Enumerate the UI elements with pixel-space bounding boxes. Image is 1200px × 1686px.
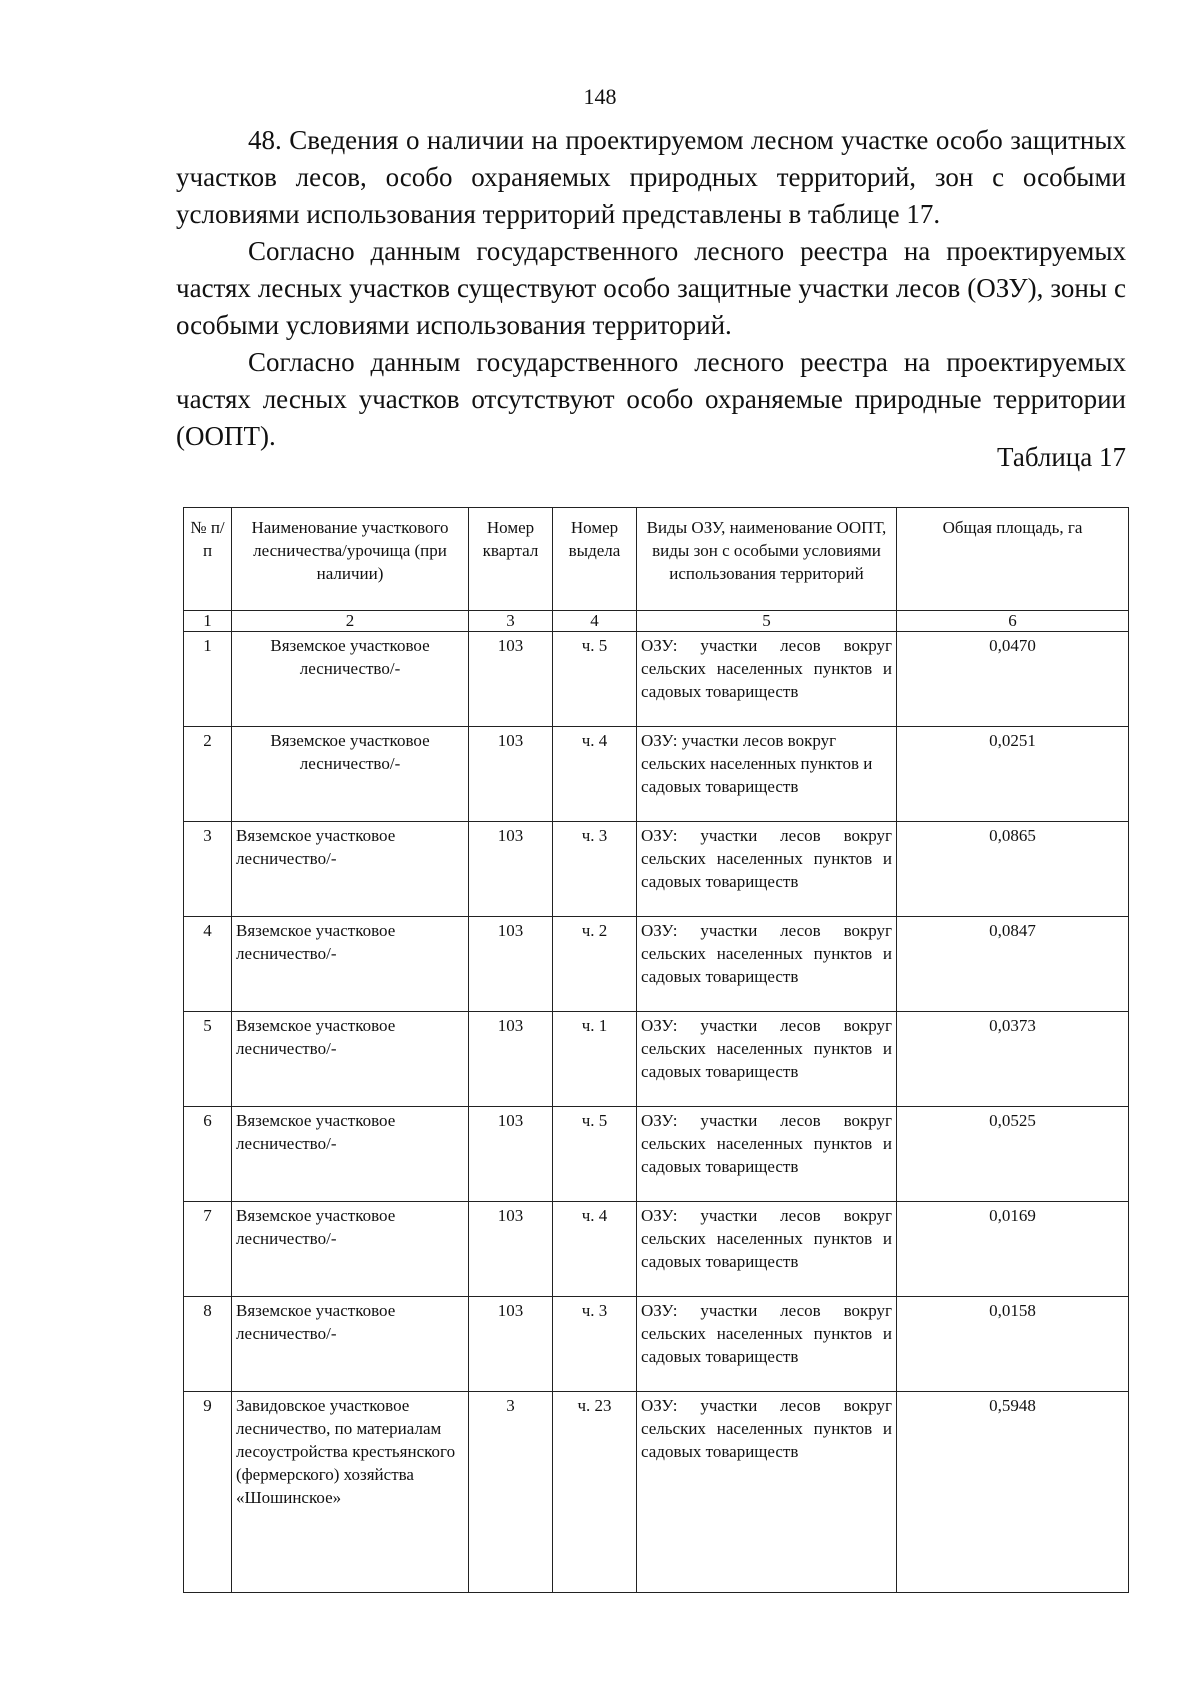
paragraph-3: Согласно данным государственного лесного реестра на проектируемых частях лесных участков отсутствуют особо охраняемые природные территории (ООПТ). xyxy=(176,347,1126,451)
cell-zone: ОЗУ: участки лесов вокруг сельских населенных пунктов и садовых товариществ xyxy=(637,727,897,822)
cell-area: 0,0525 xyxy=(897,1107,1129,1202)
header-vydel: Номер выдела xyxy=(553,508,637,611)
cell-name: Вяземское участковое лесничество/- xyxy=(232,1297,469,1392)
cell-name: Вяземское участковое лесничество/- xyxy=(232,1107,469,1202)
table-container xyxy=(183,507,1128,1593)
cell-area: 0,0158 xyxy=(897,1297,1129,1392)
cell-name: Вяземское участковое лесничество/- xyxy=(232,917,469,1012)
cell-area: 0,0373 xyxy=(897,1012,1129,1107)
cell-name: Вяземское участковое лесничество/- xyxy=(232,1202,469,1297)
table-row xyxy=(184,1012,1129,1107)
cell-vydel: ч. 5 xyxy=(553,1107,637,1202)
cell-no: 5 xyxy=(184,1012,232,1107)
cell-area: 0,0251 xyxy=(897,727,1129,822)
cell-area: 0,0847 xyxy=(897,917,1129,1012)
cell-kvartal: 3 xyxy=(469,1392,553,1593)
header-area: Общая площадь, га xyxy=(897,508,1129,611)
column-number: 3 xyxy=(469,611,553,632)
cell-no: 3 xyxy=(184,822,232,917)
table-row xyxy=(184,917,1129,1012)
cell-kvartal: 103 xyxy=(469,822,553,917)
cell-zone: ОЗУ: участки лесов вокруг сельских населенных пунктов и садовых товариществ xyxy=(637,822,897,917)
cell-kvartal: 103 xyxy=(469,1107,553,1202)
table-header-row xyxy=(184,508,1129,611)
cell-zone: ОЗУ: участки лесов вокруг сельских населенных пунктов и садовых товариществ xyxy=(637,632,897,727)
cell-name: Вяземское участковое лесничество/- xyxy=(232,1012,469,1107)
table-row xyxy=(184,1202,1129,1297)
cell-area: 0,0169 xyxy=(897,1202,1129,1297)
header-zone: Виды ОЗУ, наименование ООПТ, виды зон с особыми условиями использования территорий xyxy=(637,508,897,611)
table-row xyxy=(184,727,1129,822)
header-no: № п/п xyxy=(184,508,232,611)
column-number-row xyxy=(184,611,1129,632)
ozu-table xyxy=(183,507,1129,1593)
cell-no: 8 xyxy=(184,1297,232,1392)
column-number: 1 xyxy=(184,611,232,632)
cell-vydel: ч. 3 xyxy=(553,1297,637,1392)
column-number: 2 xyxy=(232,611,469,632)
cell-area: 0,0470 xyxy=(897,632,1129,727)
table-row xyxy=(184,1107,1129,1202)
cell-kvartal: 103 xyxy=(469,1202,553,1297)
table-row xyxy=(184,1297,1129,1392)
cell-name: Вяземское участковое лесничество/- xyxy=(232,822,469,917)
cell-name: Вяземское участковое лесничество/- xyxy=(232,727,469,822)
cell-no: 2 xyxy=(184,727,232,822)
cell-no: 7 xyxy=(184,1202,232,1297)
cell-no: 6 xyxy=(184,1107,232,1202)
column-number: 4 xyxy=(553,611,637,632)
paragraph-1: 48. Сведения о наличии на проектируемом лесном участке особо защитных участков лесов, особо охраняемых природных территорий, зон с особыми условиями использования территорий представлены в таблице 17. xyxy=(176,125,1126,229)
cell-vydel: ч. 4 xyxy=(553,727,637,822)
column-number: 6 xyxy=(897,611,1129,632)
cell-no: 1 xyxy=(184,632,232,727)
cell-kvartal: 103 xyxy=(469,917,553,1012)
cell-kvartal: 103 xyxy=(469,632,553,727)
cell-zone: ОЗУ: участки лесов вокруг сельских населенных пунктов и садовых товариществ xyxy=(637,1392,897,1593)
cell-no: 4 xyxy=(184,917,232,1012)
table-row xyxy=(184,632,1129,727)
column-number: 5 xyxy=(637,611,897,632)
cell-vydel: ч. 1 xyxy=(553,1012,637,1107)
header-kvartal: Номер квартал xyxy=(469,508,553,611)
cell-zone: ОЗУ: участки лесов вокруг сельских населенных пунктов и садовых товариществ xyxy=(637,1012,897,1107)
cell-area: 0,5948 xyxy=(897,1392,1129,1593)
cell-vydel: ч. 5 xyxy=(553,632,637,727)
header-name: Наименование участкового лесничества/урочища (при наличии) xyxy=(232,508,469,611)
cell-vydel: ч. 3 xyxy=(553,822,637,917)
body-text xyxy=(176,122,1126,455)
cell-kvartal: 103 xyxy=(469,1297,553,1392)
cell-no: 9 xyxy=(184,1392,232,1593)
cell-kvartal: 103 xyxy=(469,1012,553,1107)
cell-name: Завидовское участковое лесничество, по материалам лесоустройства крестьянского (фермерского) хозяйства «Шошинское» xyxy=(232,1392,469,1593)
cell-zone: ОЗУ: участки лесов вокруг сельских населенных пунктов и садовых товариществ xyxy=(637,1202,897,1297)
table-row xyxy=(184,1392,1129,1593)
page-number: 148 xyxy=(583,84,617,109)
cell-area: 0,0865 xyxy=(897,822,1129,917)
cell-zone: ОЗУ: участки лесов вокруг сельских населенных пунктов и садовых товариществ xyxy=(637,917,897,1012)
cell-kvartal: 103 xyxy=(469,727,553,822)
cell-vydel: ч. 23 xyxy=(553,1392,637,1593)
table-caption: Таблица 17 xyxy=(997,442,1126,472)
cell-zone: ОЗУ: участки лесов вокруг сельских населенных пунктов и садовых товариществ xyxy=(637,1297,897,1392)
cell-name: Вяземское участковое лесничество/- xyxy=(232,632,469,727)
cell-zone: ОЗУ: участки лесов вокруг сельских населенных пунктов и садовых товариществ xyxy=(637,1107,897,1202)
cell-vydel: ч. 2 xyxy=(553,917,637,1012)
paragraph-2: Согласно данным государственного лесного реестра на проектируемых частях лесных участков существуют особо защитные участки лесов (ОЗУ), зоны с особыми условиями использования территорий. xyxy=(176,236,1126,340)
cell-vydel: ч. 4 xyxy=(553,1202,637,1297)
table-row xyxy=(184,822,1129,917)
